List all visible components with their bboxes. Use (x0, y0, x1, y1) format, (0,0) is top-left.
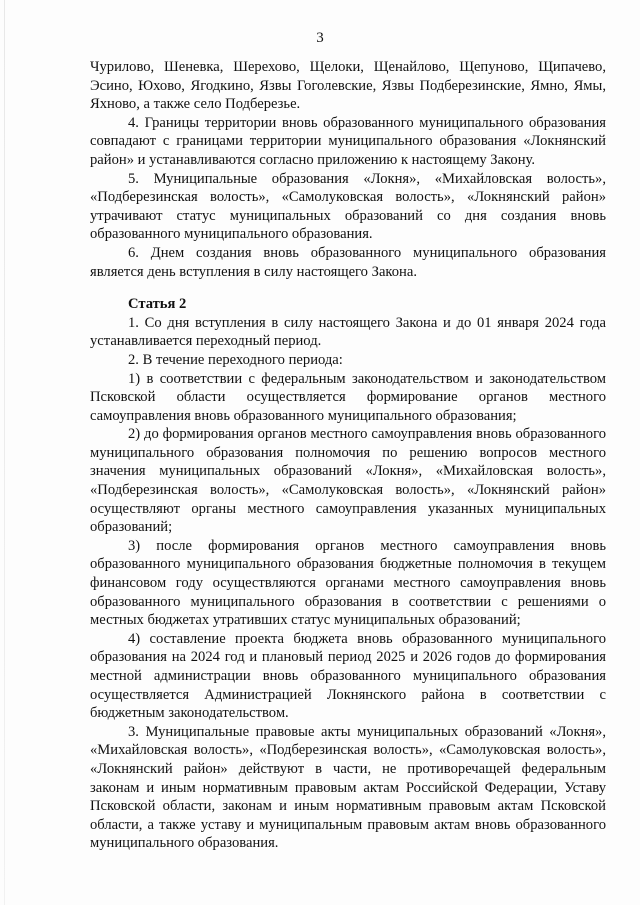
article-paragraph-1: 1. Со дня вступления в силу настоящего Закона и до 01 января 2024 года устанавливается переходный период. (90, 314, 606, 350)
article-subitem-1: 1) в соответствии с федеральным законодательством и законодательством Псковской области осуществляется формирование органов местного самоуправления вновь образованного муниципального образования; (90, 370, 606, 424)
scan-edge (4, 0, 5, 905)
paragraph-item-6: 6. Днем создания вновь образованного муниципального образования является день вступления в силу настоящего Закона. (90, 244, 606, 280)
paragraph-item-5: 5. Муниципальные образования «Локня», «Михайловская волость», «Подберезинская волость», «Самолуковская волость», «Локнянский район» утрачивают статус муниципальных образований со дня создания вновь образованного муниципального образования. (90, 170, 606, 243)
article-subitem-3: 3) после формирования органов местного самоуправления вновь образованного муниципального образования бюджетные полномочия в текущем финансовом году осуществляются органами местного самоуправления вновь образованного муниципального образования в соответствии с решениями о местных бюджетах утративших статус муниципальных образований; (90, 537, 606, 629)
page-number: 3 (316, 30, 324, 46)
paragraph-continuation: Чурилово, Шеневка, Шерехово, Щелоки, Щенайлово, Щепуново, Щипачево, Эсино, Юхово, Ягодкино, Язвы Гоголевские, Язвы Подберезинские, Ямно, Ямы, Яхново, а также село Подберезье. (90, 59, 606, 113)
article-subitem-4: 4) составление проекта бюджета вновь образованного муниципального образования на 2024 год и плановый период 2025 и 2026 годов до формирования местной администрации вновь образованного муниципального образования осуществляется Администрацией Локнянского района в соответствии с бюджетным законодательством. (90, 630, 606, 722)
article-subitem-2: 2) до формирования органов местного самоуправления вновь образованного муниципального образования полномочия по решению вопросов местного значения муниципальных образований «Локня», «Михайловская волость», «Подберезинская волость», «Самолуковская волость», «Локнянский район» осуществляют органы местного самоуправления указанных муниципальных образований; (90, 426, 606, 536)
article-heading: Статья 2 (128, 296, 187, 313)
article-paragraph-2: 2. В течение переходного периода: (128, 351, 343, 368)
document-body (90, 58, 606, 853)
article-paragraph-3: 3. Муниципальные правовые акты муниципальных образований «Локня», «Михайловская волость», «Подберезинская волость», «Самолуковская волость», «Локнянский район» действуют в части, не противоречащей федеральным законам и иным нормативным правовым актам Российской Федерации, Уставу Псковской области, законам и иным нормативным правовым актам Псковской области, а также уставу и муниципальным правовым актам вновь образованного муниципального образования. (90, 723, 606, 852)
paragraph-item-4: 4. Границы территории вновь образованного муниципального образования совпадают с границами территории муниципального образования «Локнянский район» и устанавливаются согласно приложению к настоящему Закону. (90, 114, 606, 168)
